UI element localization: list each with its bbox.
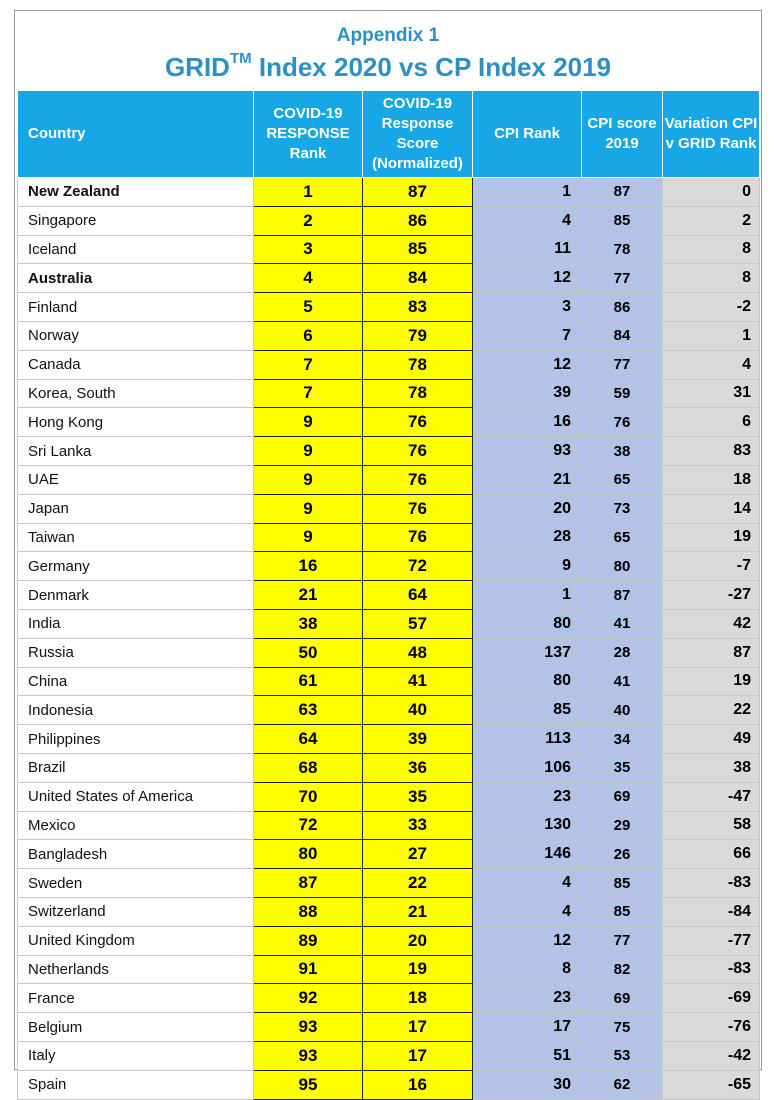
cpi-score-cell: 87 — [582, 581, 663, 610]
grid-rank-cell: 9 — [254, 494, 363, 523]
table-row — [18, 264, 760, 293]
cpi-score-cell: 85 — [582, 206, 663, 235]
cpi-rank-cell: 23 — [473, 984, 582, 1013]
grid-rank-cell: 64 — [254, 725, 363, 754]
variation-cell: 1 — [663, 321, 760, 350]
country-cell: Indonesia — [18, 696, 254, 725]
cpi-rank-cell: 28 — [473, 523, 582, 552]
variation-cell: -65 — [663, 1070, 760, 1099]
response-score-cell: 19 — [363, 955, 473, 984]
variation-cell: -76 — [663, 1013, 760, 1042]
variation-cell: 83 — [663, 437, 760, 466]
country-cell: Singapore — [18, 206, 254, 235]
title-grid: GRID — [164, 52, 230, 82]
country-cell: Sweden — [18, 869, 254, 898]
cpi-rank-cell: 93 — [473, 437, 582, 466]
grid-rank-cell: 87 — [254, 869, 363, 898]
table-row — [18, 437, 760, 466]
variation-cell: -2 — [663, 293, 760, 322]
header-cpi-rank: CPI Rank — [473, 91, 582, 178]
response-score-cell: 78 — [363, 379, 473, 408]
cpi-rank-cell: 17 — [473, 1013, 582, 1042]
variation-cell: -27 — [663, 581, 760, 610]
grid-rank-cell: 72 — [254, 811, 363, 840]
variation-cell: 4 — [663, 350, 760, 379]
cpi-score-cell: 84 — [582, 321, 663, 350]
variation-cell: 58 — [663, 811, 760, 840]
response-score-cell: 16 — [363, 1070, 473, 1099]
grid-rank-cell: 38 — [254, 609, 363, 638]
cpi-rank-cell: 106 — [473, 753, 582, 782]
table-row — [18, 869, 760, 898]
cpi-score-cell: 35 — [582, 753, 663, 782]
variation-cell: -69 — [663, 984, 760, 1013]
grid-rank-cell: 9 — [254, 408, 363, 437]
table-row — [18, 955, 760, 984]
appendix-label: Appendix 1 — [336, 25, 440, 46]
cpi-rank-cell: 16 — [473, 408, 582, 437]
table-row — [18, 753, 760, 782]
variation-cell: 19 — [663, 523, 760, 552]
response-score-cell: 35 — [363, 782, 473, 811]
cpi-score-cell: 38 — [582, 437, 663, 466]
country-cell: Bangladesh — [18, 840, 254, 869]
grid-rank-cell: 16 — [254, 552, 363, 581]
variation-cell: 49 — [663, 725, 760, 754]
table-row — [18, 667, 760, 696]
country-cell: Belgium — [18, 1013, 254, 1042]
header-covid-score: COVID-19 Response Score (Normalized) — [363, 91, 473, 178]
response-score-cell: 36 — [363, 753, 473, 782]
cpi-score-cell: 69 — [582, 984, 663, 1013]
response-score-cell: 83 — [363, 293, 473, 322]
cpi-rank-cell: 130 — [473, 811, 582, 840]
grid-rank-cell: 7 — [254, 350, 363, 379]
cpi-rank-cell: 113 — [473, 725, 582, 754]
cpi-rank-cell: 7 — [473, 321, 582, 350]
table-row — [18, 581, 760, 610]
table-row — [18, 494, 760, 523]
variation-cell: 87 — [663, 638, 760, 667]
cpi-rank-cell: 20 — [473, 494, 582, 523]
cpi-rank-cell: 1 — [473, 178, 582, 207]
country-cell: Russia — [18, 638, 254, 667]
variation-cell: 19 — [663, 667, 760, 696]
country-cell: Spain — [18, 1070, 254, 1099]
grid-rank-cell: 4 — [254, 264, 363, 293]
response-score-cell: 76 — [363, 408, 473, 437]
country-cell: Finland — [18, 293, 254, 322]
grid-rank-cell: 50 — [254, 638, 363, 667]
variation-cell: 8 — [663, 264, 760, 293]
table-row — [18, 206, 760, 235]
response-score-cell: 78 — [363, 350, 473, 379]
country-cell: India — [18, 609, 254, 638]
cpi-score-cell: 80 — [582, 552, 663, 581]
country-cell: Philippines — [18, 725, 254, 754]
cpi-rank-cell: 80 — [473, 667, 582, 696]
country-cell: France — [18, 984, 254, 1013]
cpi-score-cell: 28 — [582, 638, 663, 667]
grid-rank-cell: 1 — [254, 178, 363, 207]
country-cell: Canada — [18, 350, 254, 379]
grid-rank-cell: 68 — [254, 753, 363, 782]
cpi-rank-cell: 9 — [473, 552, 582, 581]
cpi-rank-cell: 4 — [473, 206, 582, 235]
variation-cell: -47 — [663, 782, 760, 811]
grid-rank-cell: 21 — [254, 581, 363, 610]
comparison-table — [17, 90, 760, 1100]
cpi-rank-cell: 12 — [473, 350, 582, 379]
response-score-cell: 76 — [363, 494, 473, 523]
variation-cell: 31 — [663, 379, 760, 408]
table-row — [18, 926, 760, 955]
country-cell: Taiwan — [18, 523, 254, 552]
table-row — [18, 321, 760, 350]
cpi-rank-cell: 4 — [473, 897, 582, 926]
header-country: Country — [18, 91, 254, 178]
grid-rank-cell: 70 — [254, 782, 363, 811]
country-cell: Sri Lanka — [18, 437, 254, 466]
variation-cell: 8 — [663, 235, 760, 264]
cpi-rank-cell: 85 — [473, 696, 582, 725]
cpi-score-cell: 82 — [582, 955, 663, 984]
cpi-rank-cell: 39 — [473, 379, 582, 408]
table-row — [18, 350, 760, 379]
country-cell: Korea, South — [18, 379, 254, 408]
table-row — [18, 811, 760, 840]
response-score-cell: 64 — [363, 581, 473, 610]
variation-cell: 2 — [663, 206, 760, 235]
response-score-cell: 76 — [363, 523, 473, 552]
cpi-score-cell: 77 — [582, 926, 663, 955]
response-score-cell: 17 — [363, 1013, 473, 1042]
response-score-cell: 33 — [363, 811, 473, 840]
cpi-score-cell: 41 — [582, 667, 663, 696]
variation-cell: -83 — [663, 869, 760, 898]
table-row — [18, 782, 760, 811]
table-row — [18, 552, 760, 581]
cpi-score-cell: 73 — [582, 494, 663, 523]
response-score-cell: 18 — [363, 984, 473, 1013]
header-variation: Variation CPI v GRID Rank — [663, 91, 760, 178]
grid-rank-cell: 5 — [254, 293, 363, 322]
variation-cell: 66 — [663, 840, 760, 869]
variation-cell: -7 — [663, 552, 760, 581]
cpi-rank-cell: 4 — [473, 869, 582, 898]
response-score-cell: 57 — [363, 609, 473, 638]
country-cell: Germany — [18, 552, 254, 581]
response-score-cell: 86 — [363, 206, 473, 235]
variation-cell: 22 — [663, 696, 760, 725]
table-row — [18, 465, 760, 494]
table-row — [18, 293, 760, 322]
table-row — [18, 1070, 760, 1099]
country-cell: Mexico — [18, 811, 254, 840]
table-row — [18, 638, 760, 667]
cpi-score-cell: 77 — [582, 264, 663, 293]
cpi-score-cell: 85 — [582, 897, 663, 926]
variation-cell: 42 — [663, 609, 760, 638]
cpi-rank-cell: 21 — [473, 465, 582, 494]
country-cell: Japan — [18, 494, 254, 523]
cpi-rank-cell: 12 — [473, 926, 582, 955]
table-row — [18, 379, 760, 408]
document-title — [17, 52, 759, 83]
variation-cell: -84 — [663, 897, 760, 926]
response-score-cell: 87 — [363, 178, 473, 207]
country-cell: Hong Kong — [18, 408, 254, 437]
table-row — [18, 696, 760, 725]
response-score-cell: 76 — [363, 465, 473, 494]
table-row — [18, 897, 760, 926]
table-body — [18, 178, 760, 1100]
response-score-cell: 41 — [363, 667, 473, 696]
response-score-cell: 48 — [363, 638, 473, 667]
cpi-score-cell: 76 — [582, 408, 663, 437]
cpi-score-cell: 34 — [582, 725, 663, 754]
response-score-cell: 39 — [363, 725, 473, 754]
table-row — [18, 178, 760, 207]
cpi-score-cell: 65 — [582, 465, 663, 494]
cpi-score-cell: 59 — [582, 379, 663, 408]
cpi-score-cell: 86 — [582, 293, 663, 322]
cpi-rank-cell: 23 — [473, 782, 582, 811]
country-cell: Italy — [18, 1041, 254, 1070]
cpi-rank-cell: 51 — [473, 1041, 582, 1070]
table-row — [18, 235, 760, 264]
country-cell: China — [18, 667, 254, 696]
table-row — [18, 984, 760, 1013]
country-cell: Australia — [18, 264, 254, 293]
cpi-score-cell: 62 — [582, 1070, 663, 1099]
grid-rank-cell: 92 — [254, 984, 363, 1013]
cpi-score-cell: 85 — [582, 869, 663, 898]
grid-rank-cell: 9 — [254, 523, 363, 552]
cpi-score-cell: 26 — [582, 840, 663, 869]
grid-rank-cell: 93 — [254, 1013, 363, 1042]
cpi-rank-cell: 11 — [473, 235, 582, 264]
cpi-score-cell: 69 — [582, 782, 663, 811]
cpi-score-cell: 75 — [582, 1013, 663, 1042]
grid-rank-cell: 2 — [254, 206, 363, 235]
response-score-cell: 84 — [363, 264, 473, 293]
variation-cell: 18 — [663, 465, 760, 494]
response-score-cell: 21 — [363, 897, 473, 926]
variation-cell: -77 — [663, 926, 760, 955]
cpi-rank-cell: 12 — [473, 264, 582, 293]
response-score-cell: 76 — [363, 437, 473, 466]
cpi-score-cell: 29 — [582, 811, 663, 840]
grid-rank-cell: 95 — [254, 1070, 363, 1099]
grid-rank-cell: 63 — [254, 696, 363, 725]
response-score-cell: 27 — [363, 840, 473, 869]
country-cell: Denmark — [18, 581, 254, 610]
country-cell: UAE — [18, 465, 254, 494]
variation-cell: -42 — [663, 1041, 760, 1070]
response-score-cell: 79 — [363, 321, 473, 350]
grid-rank-cell: 61 — [254, 667, 363, 696]
header-covid-rank: COVID-19 RESPONSE Rank — [254, 91, 363, 178]
response-score-cell: 20 — [363, 926, 473, 955]
cpi-rank-cell: 8 — [473, 955, 582, 984]
country-cell: Iceland — [18, 235, 254, 264]
cpi-score-cell: 40 — [582, 696, 663, 725]
variation-cell: 38 — [663, 753, 760, 782]
grid-rank-cell: 6 — [254, 321, 363, 350]
grid-rank-cell: 89 — [254, 926, 363, 955]
header-cpi-score: CPI score 2019 — [582, 91, 663, 178]
cpi-score-cell: 41 — [582, 609, 663, 638]
grid-rank-cell: 3 — [254, 235, 363, 264]
variation-cell: 14 — [663, 494, 760, 523]
table-row — [18, 1041, 760, 1070]
country-cell: Brazil — [18, 753, 254, 782]
grid-rank-cell: 88 — [254, 897, 363, 926]
table-row — [18, 840, 760, 869]
cpi-rank-cell: 30 — [473, 1070, 582, 1099]
grid-rank-cell: 93 — [254, 1041, 363, 1070]
variation-cell: 6 — [663, 408, 760, 437]
country-cell: Switzerland — [18, 897, 254, 926]
cpi-rank-cell: 1 — [473, 581, 582, 610]
cpi-rank-cell: 80 — [473, 609, 582, 638]
table-row — [18, 1013, 760, 1042]
cpi-rank-cell: 137 — [473, 638, 582, 667]
cpi-score-cell: 65 — [582, 523, 663, 552]
cpi-score-cell: 78 — [582, 235, 663, 264]
response-score-cell: 40 — [363, 696, 473, 725]
title-trademark: TM — [229, 50, 252, 67]
cpi-score-cell: 87 — [582, 178, 663, 207]
cpi-score-cell: 77 — [582, 350, 663, 379]
response-score-cell: 85 — [363, 235, 473, 264]
country-cell: United States of America — [18, 782, 254, 811]
grid-rank-cell: 9 — [254, 465, 363, 494]
header-row — [18, 91, 760, 178]
variation-cell: 0 — [663, 178, 760, 207]
table-row — [18, 408, 760, 437]
grid-rank-cell: 91 — [254, 955, 363, 984]
country-cell: Norway — [18, 321, 254, 350]
variation-cell: -83 — [663, 955, 760, 984]
country-cell: Netherlands — [18, 955, 254, 984]
cpi-rank-cell: 146 — [473, 840, 582, 869]
title-block — [17, 12, 759, 90]
response-score-cell: 72 — [363, 552, 473, 581]
cpi-score-cell: 53 — [582, 1041, 663, 1070]
response-score-cell: 17 — [363, 1041, 473, 1070]
country-cell: New Zealand — [18, 178, 254, 207]
table-row — [18, 609, 760, 638]
grid-rank-cell: 80 — [254, 840, 363, 869]
response-score-cell: 22 — [363, 869, 473, 898]
grid-rank-cell: 7 — [254, 379, 363, 408]
country-cell: United Kingdom — [18, 926, 254, 955]
cpi-rank-cell: 3 — [473, 293, 582, 322]
table-row — [18, 523, 760, 552]
title-rest: Index 2020 vs CP Index 2019 — [251, 52, 612, 82]
grid-rank-cell: 9 — [254, 437, 363, 466]
table-row — [18, 725, 760, 754]
